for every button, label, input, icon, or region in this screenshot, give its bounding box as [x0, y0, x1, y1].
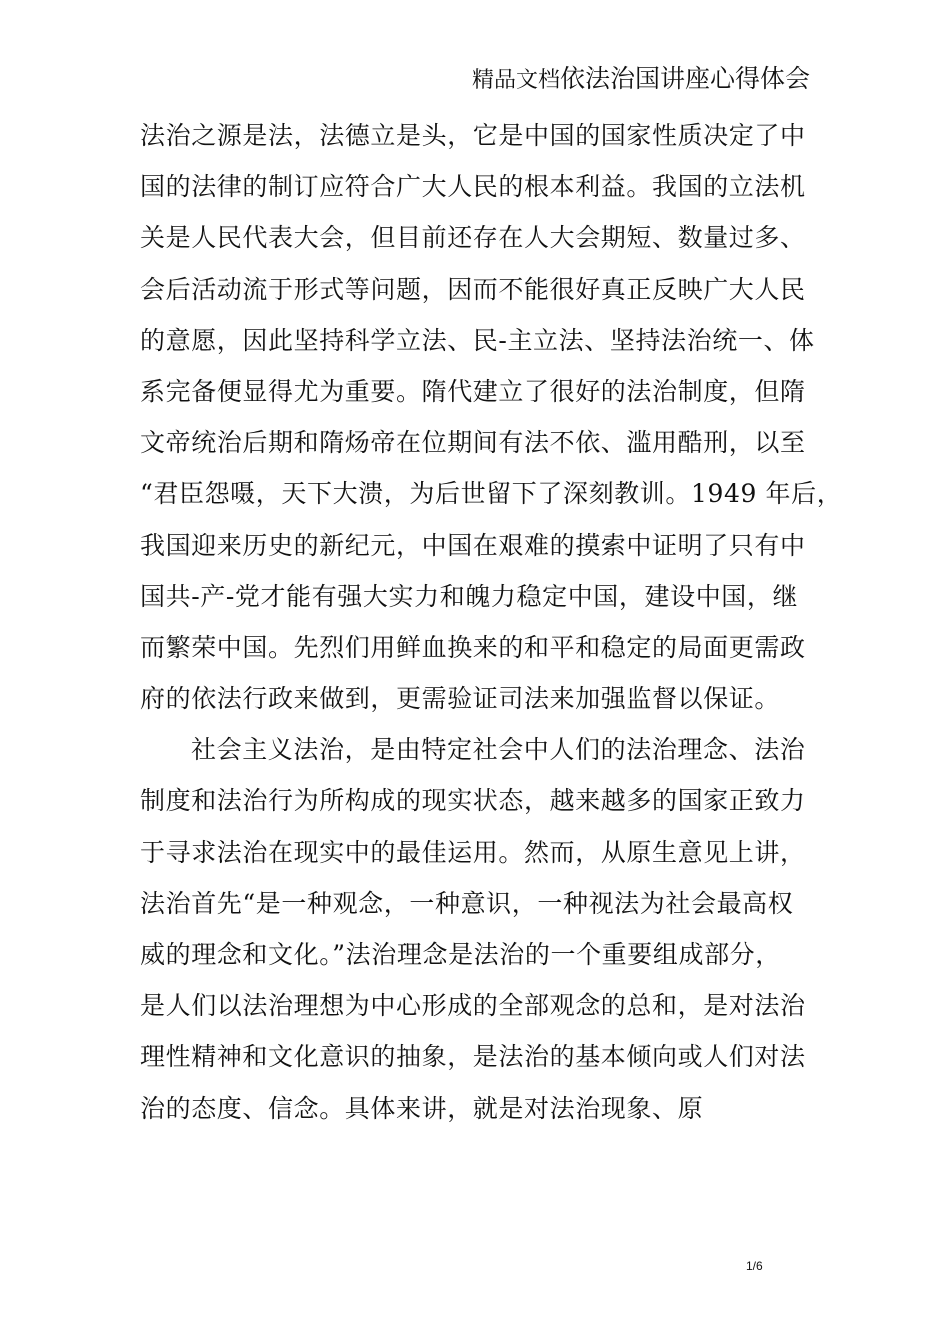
text-line: 国的法律的制订应符合广大人民的根本利益。我国的立法机	[140, 172, 806, 202]
text-line: 我国迎来历史的新纪元，中国在艰难的摸索中证明了只有中	[140, 530, 806, 560]
text-line: 法治之源是法，法德立是头，它是中国的国家性质决定了中	[140, 121, 806, 150]
page-number: 1/6	[746, 1259, 763, 1273]
document-body	[140, 110, 843, 1134]
text-line: 法治首先“是一种观念，一种意识，一种视法为社会最高权	[140, 888, 794, 918]
text-line: 关是人民代表大会，但目前还存在人大会期短、数量过多、	[140, 223, 806, 253]
header-prefix: 精品文档	[471, 68, 560, 93]
text-line: “君臣怨嗫，天下大溃，为后世留下了深刻教训。1949 年后，	[140, 479, 843, 509]
text-line: 府的依法行政来做到，更需验证司法来加强监督以保证。	[140, 684, 781, 714]
text-line: 的意愿，因此坚持科学立法、民-主立法、坚持法治统一、体	[140, 325, 815, 355]
text-line: 而繁荣中国。先烈们用鲜血换来的和平和稳定的局面更需政	[140, 632, 806, 662]
text-line: 理性精神和文化意识的抽象，是法治的基本倾向或人们对法	[140, 1042, 806, 1072]
text-line: 国共-产-党才能有强大实力和魄力稳定中国，建设中国，继	[140, 581, 799, 611]
text-line: 文帝统治后期和隋炀帝在位期间有法不依、滥用酷刑，以至	[140, 428, 806, 458]
text-line: 于寻求法治在现实中的最佳运用。然而，从原生意见上讲，	[140, 837, 806, 867]
text-line: 是人们以法治理想为中心形成的全部观念的总和，是对法治	[140, 991, 806, 1021]
text-line: 治的态度、信念。具体来讲，就是对法治现象、原	[140, 1093, 704, 1123]
text-line: 会后活动流于形式等问题，因而不能很好真正反映广大人民	[140, 274, 806, 304]
paragraph-first-line: 社会主义法治，是由特定社会中人们的法治理念、法治	[191, 735, 806, 765]
document-title: 依法治国讲座心得体会	[559, 64, 810, 93]
text-line: 系完备便显得尤为重要。隋代建立了很好的法治制度，但隋	[140, 376, 806, 406]
text-line: 威的理念和文化。”法治理念是法治的一个重要组成部分，	[140, 940, 781, 969]
text-line: 制度和法治行为所构成的现实状态，越来越多的国家正致力	[140, 786, 806, 816]
page-header	[472, 64, 810, 97]
